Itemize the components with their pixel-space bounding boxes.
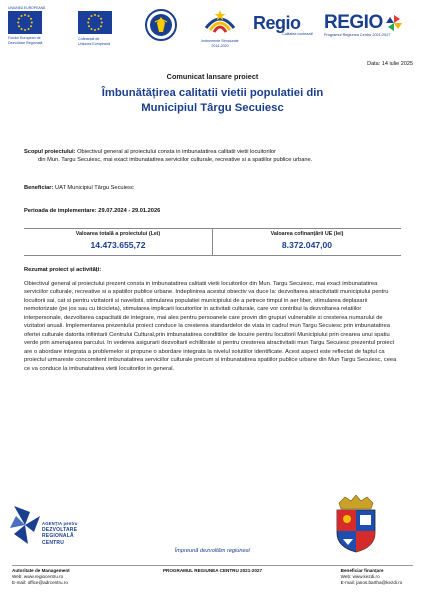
eu-fedr-caption-1: Fondul European de: [8, 36, 41, 40]
agency-line1: AGENȚIA pentru: [42, 521, 78, 526]
footer-bar: [12, 565, 413, 586]
title-block: [0, 72, 425, 116]
regio-2014-logo: [253, 14, 313, 36]
eu-cofinance-logo: [78, 11, 112, 46]
beneficiary-label: Beneficiar:: [24, 185, 54, 191]
date-line: Data: 14 iulie 2025: [367, 61, 413, 67]
eu-fedr-caption-top: UNIUNEA EUROPEANĂ: [8, 6, 46, 10]
regio-pinwheel-icon: [385, 14, 403, 32]
footer-left-web[interactable]: Web: www.regiocentru.ro: [12, 574, 64, 579]
footer-center-text: PROGRAMUL REGIUNEA CENTRU 2021-2027: [162, 568, 263, 573]
instrumente-caption-2: 2014-2020: [211, 43, 229, 48]
footer-beneficiary: [281, 568, 413, 586]
regio-big-tag: Programul Regiunea Centru 2021-2027: [324, 33, 391, 37]
eu-flag-icon: [8, 11, 42, 34]
agency-line3: REGIONALĂ: [42, 533, 74, 540]
eu-flag-icon: [78, 11, 112, 34]
government-crest-icon: [144, 8, 178, 46]
summary-text: Obiectivul general al proiectului prezent consta in imbunatatirea calitatii vietii locuitorilor din Mun. Targu Secuiesc, mai exact imbunatatirea serviciilor culturale, recreative si a spatiilor publice urbane. Indeplinirea acestui obiectiv va duce la: dezvoltarea atractivitatii municipiului pentru locuitorii sai, cat si pentru vizitatorii si navetistii, stimularea populatiei municipiului de a petrece timpul in aer liber, stimularea deplasarii nemotorizate (pe jos sau cu bicicleta), stimularea implicarii locuitorilor in activitati culturale, care vor contribui la dezvoltarea relatiilor interpersonale, dezvoltarea capacitatii de integrare, mai ales pentru persoanele care provin din grupuri vulnerabile si cresterea numarului de vizitatori anuali. Implementarea prezentului proiect conduce la cresterea standardelor de viata in cadrul mun Targu Secuiesc prin imbunatatirea ofertei culturale datorita infiintarii Centrului Cultural,prin imbunatatirea conditiilor de locuire pentru locuitorii Municipiului prin crearea unui spatiu verde prin amenajarea parcului. In vederea asigurarii dezvoltarii echilibrate si pentru cresterea atractivitatii mun Targu Secuiesc prezentul proiect are o abordare integrata a problemelor si propune o abordare integrata la nivelul solutiilor identificate. Acest aspect este reflectat de faptul ca proiectul urmareste concomitent imbunatatirea serviciilor culturale precum si imbunatatirea spatiilor publice urbane din Mun Targu Secuiesc, ceea ce va conduce la imbunatatirea vietii locuitorilor in general.: [24, 281, 397, 372]
project-scope: [24, 148, 401, 164]
scope-label: Scopul proiectului:: [24, 149, 76, 155]
footer-managing-authority: [12, 568, 144, 586]
adr-pinwheel-icon: [8, 502, 42, 548]
scope-text-line2: din Mun. Targu Secuiesc, mai exact imbunatatirea serviciilor culturale, recreative si a spatiilor publice urbane.: [38, 157, 313, 163]
project-title-line2: Municipiul Târgu Secuiesc: [141, 102, 284, 114]
star-swirl-icon: [202, 8, 238, 34]
period-label: Perioada de implementare:: [24, 208, 97, 214]
eu-fedr-logo: [8, 6, 45, 45]
eu-fedr-caption-2: Dezvoltare Regională: [8, 40, 43, 45]
instrumente-caption-1: Instrumente Structurale: [201, 39, 239, 43]
agency-text: [42, 521, 78, 546]
summary-label-row: [24, 266, 401, 274]
ue-value: 8.372.047,00: [281, 240, 333, 250]
ue-value-cell: [212, 229, 401, 255]
coat-of-arms-icon: [331, 495, 381, 553]
regio-centru-logo: [324, 14, 420, 37]
total-value-label: Valoarea totală a proiectului (Lei): [75, 231, 161, 237]
regio-small-word: Regio: [253, 13, 301, 33]
footer-left-head: Autoritate de Management: [12, 568, 70, 573]
eu-cofinance-caption-2: Uniunea Europeană: [78, 41, 110, 46]
beneficiary-row: [24, 184, 401, 192]
instrumente-structurale-logo: [196, 8, 244, 48]
total-value: 14.473.655,72: [90, 240, 146, 250]
footer-program: [146, 568, 278, 586]
period-row: [24, 207, 401, 215]
footer-right-head: Beneficiar finanțare: [340, 568, 384, 573]
government-crest-logo: [144, 8, 178, 51]
footer-right-web[interactable]: Web: www.kezdi.ro: [340, 574, 380, 579]
project-title-line1: Îmbunătățirea calitatii vietii populatiei din: [101, 87, 324, 99]
total-value-cell: [24, 229, 212, 255]
agency-line2: DEZVOLTARE: [42, 527, 78, 534]
eu-cofinance-caption-1: Cofinanțat de: [78, 37, 100, 41]
scope-text-line1: Obiectivul general al proiectului consta in imbunatatirea calitatii vietii locuitorilor: [77, 149, 276, 155]
adr-centru-logo: [8, 494, 138, 554]
footer-right-email[interactable]: E-mail: janos.bartha@kezdi.ro: [340, 580, 403, 585]
project-values-table: [24, 228, 401, 256]
agency-line4: CENTRU: [42, 539, 65, 546]
period-value: 29.07.2024 - 29.01.2026: [98, 208, 161, 214]
slogan: Împreună dezvoltăm regiunea!: [174, 548, 251, 554]
regio-big-word: REGIO: [324, 12, 383, 33]
logo-row: [6, 6, 419, 64]
beneficiary-value: UAT Municipiul Târgu Secuiesc: [55, 185, 134, 191]
footer-left-email[interactable]: E-mail: office@adrcentru.ro: [12, 580, 68, 585]
city-coat-of-arms: [331, 495, 381, 553]
press-release-subtitle: Comunicat lansare proiect: [166, 72, 259, 81]
summary-label: Rezumat proiect și activități:: [24, 267, 102, 273]
ue-value-label: Valoarea cofinanțării UE (lei): [270, 231, 344, 237]
regio-small-tag: Calitatea contează!: [282, 32, 313, 36]
